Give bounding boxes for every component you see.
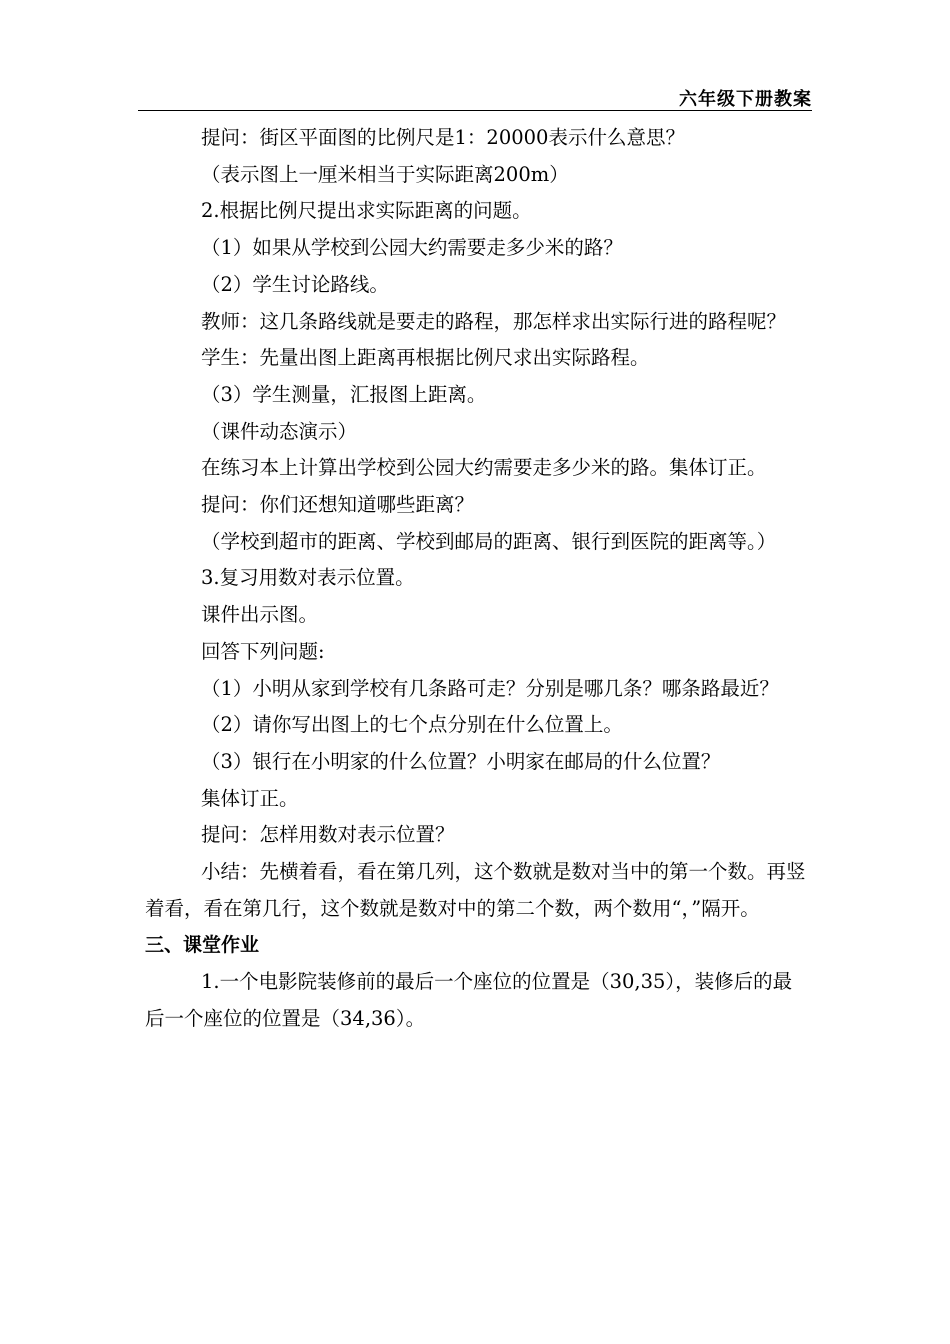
paragraph: 集体订正。 [201,786,299,810]
paragraph: 提问：怎样用数对表示位置？ [201,823,455,847]
paragraph: （表示图上一厘米相当于实际距离200m） [201,162,569,186]
section-heading: 三、课堂作业 [145,934,260,957]
paragraph: 在练习本上计算出学校到公园大约需要走多少米的路。集体订正。 [201,456,767,480]
paragraph: （课件动态演示） [201,419,358,443]
paragraph: 课件出示图。 [201,603,319,627]
paragraph: （学校到超市的距离、学校到邮局的距离、银行到医院的距离等。） [201,529,777,553]
paragraph: （3）银行在小明家的什么位置？小明家在邮局的什么位置？ [201,749,721,773]
header-divider [138,110,812,111]
paragraph: 教师：这几条路线就是要走的路程，那怎样求出实际行进的路程呢？ [201,309,787,333]
document-body [145,120,825,1038]
paragraph: 2.根据比例尺提出求实际距离的问题。 [201,199,532,223]
paragraph: 学生：先量出图上距离再根据比例尺求出实际路程。 [201,346,650,370]
paragraph: 提问：你们还想知道哪些距离？ [201,493,475,517]
exercise-paragraph: 1.一个电影院装修前的最后一个座位的位置是（30,35），装修后的最后一个座位的位置是（34,36）。 [145,970,793,1030]
summary-paragraph: 小结：先横着看，看在第几列，这个数就是数对当中的第一个数。再竖着看，看在第几行，这个数就是数对中的第二个数，两个数用“，”隔开。 [145,860,806,920]
paragraph: （1）小明从家到学校有几条路可走？分别是哪几条？哪条路最近？ [201,676,779,700]
paragraph: 回答下列问题: [201,639,325,663]
paragraph: 提问：街区平面图的比例尺是1：20000表示什么意思？ [201,126,685,149]
paragraph: （2）学生讨论路线。 [201,272,389,296]
paragraph: （1）如果从学校到公园大约需要走多少米的路？ [201,236,623,260]
paragraph: （3）学生测量，汇报图上距离。 [201,382,487,406]
paragraph: 3.复习用数对表示位置。 [201,566,415,590]
header-title: 六年级下册教案 [679,89,812,110]
paragraph: （2）请你写出图上的七个点分别在什么位置上。 [201,713,623,737]
